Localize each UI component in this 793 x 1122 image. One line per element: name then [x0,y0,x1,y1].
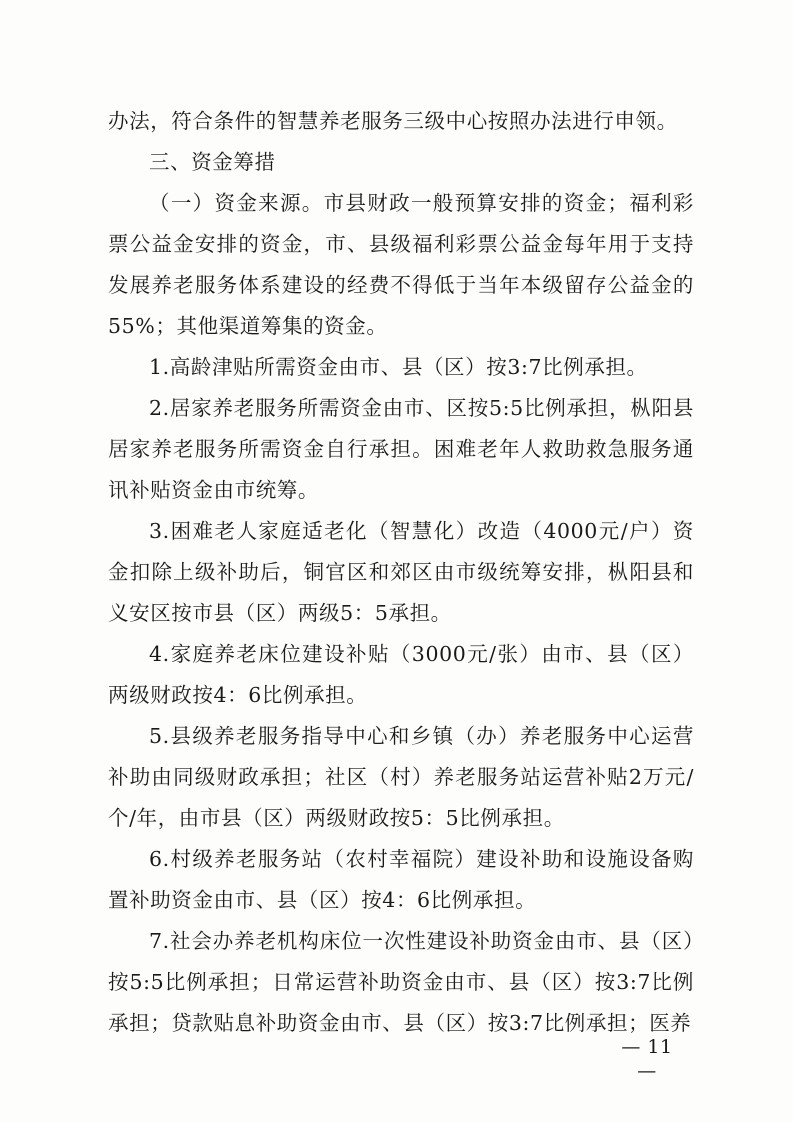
paragraph-item-6: 6.村级养老服务站（农村幸福院）建设补助和设施设备购置补助资金由市、县（区）按4：6比例承担。 [108,847,694,912]
paragraph-funding-sources: （一）资金来源。市县财政一般预算安排的资金；福利彩票公益金安排的资金，市、县级福利彩票公益金每年用于支持发展养老服务体系建设的经费不得低于当年本级留存公益金的55%；其他渠道筹集的资金。 [108,191,694,338]
paragraph-continuation: 办法，符合条件的智慧养老服务三级中心按照办法进行申领。 [108,109,678,133]
document-body [108,101,694,1044]
paragraph-item-4: 4.家庭养老床位建设补贴（3000元/张）由市、县（区）两级财政按4：6比例承担。 [108,642,694,707]
paragraph-item-3: 3.困难老人家庭适老化（智慧化）改造（4000元/户）资金扣除上级补助后，铜官区和郊区由市级统筹安排，枞阳县和义安区按市县（区）两级5：5承担。 [108,519,694,625]
paragraph-item-1: 1.高龄津贴所需资金由市、县（区）按3:7比例承担。 [149,355,648,379]
paragraph-item-5: 5.县级养老服务指导中心和乡镇（办）养老服务中心运营补助由同级财政承担；社区（村）养老服务站运营补贴2万元/个/年，由市县（区）两级财政按5：5比例承担。 [108,724,694,830]
paragraph-item-2: 2.居家养老服务所需资金由市、区按5:5比例承担，枞阳县居家养老服务所需资金自行承担。困难老年人救助救急服务通讯补贴资金由市统筹。 [108,396,694,502]
section-heading-funding: 三、资金筹措 [149,150,276,174]
paragraph-item-7: 7.社会办养老机构床位一次性建设补助资金由市、县（区）按5:5比例承担；日常运营补助资金由市、县（区）按3:7比例承担；贷款贴息补助资金由市、县（区）按3:7比例承担；医养 [108,929,694,1035]
page-number: — 11 — [621,1036,673,1082]
